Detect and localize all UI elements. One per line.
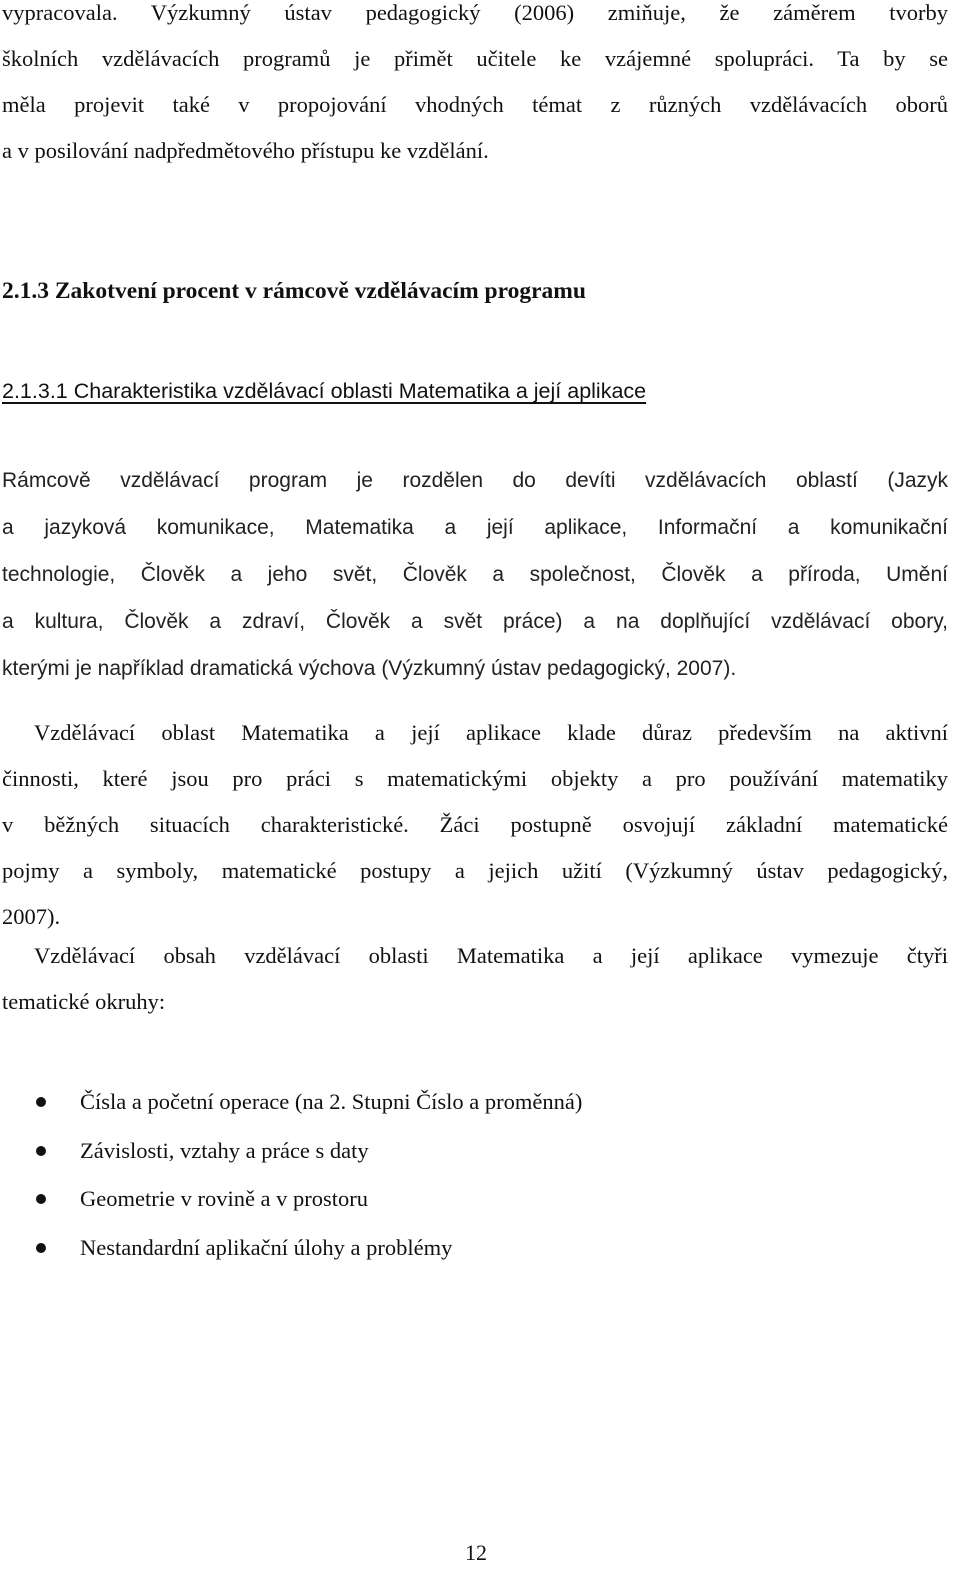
paragraph-content — [2, 933, 948, 1025]
text-line: technologie, Člověk a jeho svět, Člověk a společnost, Člověk a příroda, Umění — [2, 563, 948, 586]
text-line: kterými je například dramatická výchova (Výzkumný ústav pedagogický, 2007). — [2, 657, 737, 680]
subsection-heading: 2.1.3.1 Charakteristika vzdělávací oblasti Matematika a její aplikace — [2, 379, 647, 403]
bullet-icon — [36, 1097, 46, 1107]
topic-list — [0, 1078, 700, 1272]
text-line: a kultura, Člověk a zdraví, Člověk a svět práce) a na doplňující vzdělávací obory, — [2, 610, 948, 633]
text-line: měla projevit také v propojování vhodných témat z různých vzdělávacích oborů — [2, 92, 948, 117]
list-item — [0, 1078, 700, 1127]
text-line: činnosti, které jsou pro práci s matematickými objekty a pro používání matematiky — [2, 766, 948, 791]
bullet-icon — [36, 1243, 46, 1253]
text-line: 2007). — [2, 904, 61, 929]
text-line: Rámcově vzdělávací program je rozdělen do devíti vzdělávacích oblastí (Jazyk — [2, 469, 948, 492]
text-line: a v posilování nadpředmětového přístupu ke vzdělání. — [2, 138, 489, 163]
list-item — [0, 1175, 700, 1224]
page-number-container — [0, 1540, 946, 1566]
list-item — [0, 1127, 700, 1176]
text-line — [2, 710, 948, 756]
paragraph-math-area — [2, 710, 948, 940]
list-item-text: Nestandardní aplikační úlohy a problémy — [80, 1234, 453, 1260]
text-line: v běžných situacích charakteristické. Žáci postupně osvojují základní matematické — [2, 812, 948, 837]
text-line: pojmy a symboly, matematické postupy a jejich užití (Výzkumný ústav pedagogický, — [2, 858, 948, 883]
bullet-icon — [36, 1146, 46, 1156]
text-line: vypracovala. Výzkumný ústav pedagogický (2006) zmiňuje, že záměrem tvorby — [2, 0, 948, 25]
text-line-content: Vzdělávací obsah vzdělávací oblasti Matematika a její aplikace vymezuje čtyři — [34, 943, 948, 968]
paragraph-education-areas — [2, 457, 948, 692]
list-item-text: Geometrie v rovině a v prostoru — [80, 1186, 369, 1211]
text-line: tematické okruhy: — [2, 989, 166, 1014]
text-line — [2, 933, 948, 979]
list-item-text: Čísla a početní operace (na 2. Stupni Číslo a proměnná) — [80, 1089, 583, 1114]
bullet-icon — [36, 1194, 46, 1204]
list-item — [0, 1224, 700, 1273]
page-number: 12 — [465, 1540, 487, 1565]
text-line: školních vzdělávacích programů je přimět učitele ke vzájemné spolupráci. Ta by se — [2, 46, 948, 71]
list-item-text: Závislosti, vztahy a práce s daty — [80, 1137, 369, 1163]
text-line: a jazyková komunikace, Matematika a její aplikace, Informační a komunikační — [2, 516, 948, 539]
text-line-content: Vzdělávací oblast Matematika a její aplikace klade důraz především na aktivní — [34, 720, 948, 745]
intro-paragraph — [2, 0, 948, 174]
section-heading: 2.1.3 Zakotvení procent v rámcově vzdělávacím programu — [2, 278, 586, 304]
